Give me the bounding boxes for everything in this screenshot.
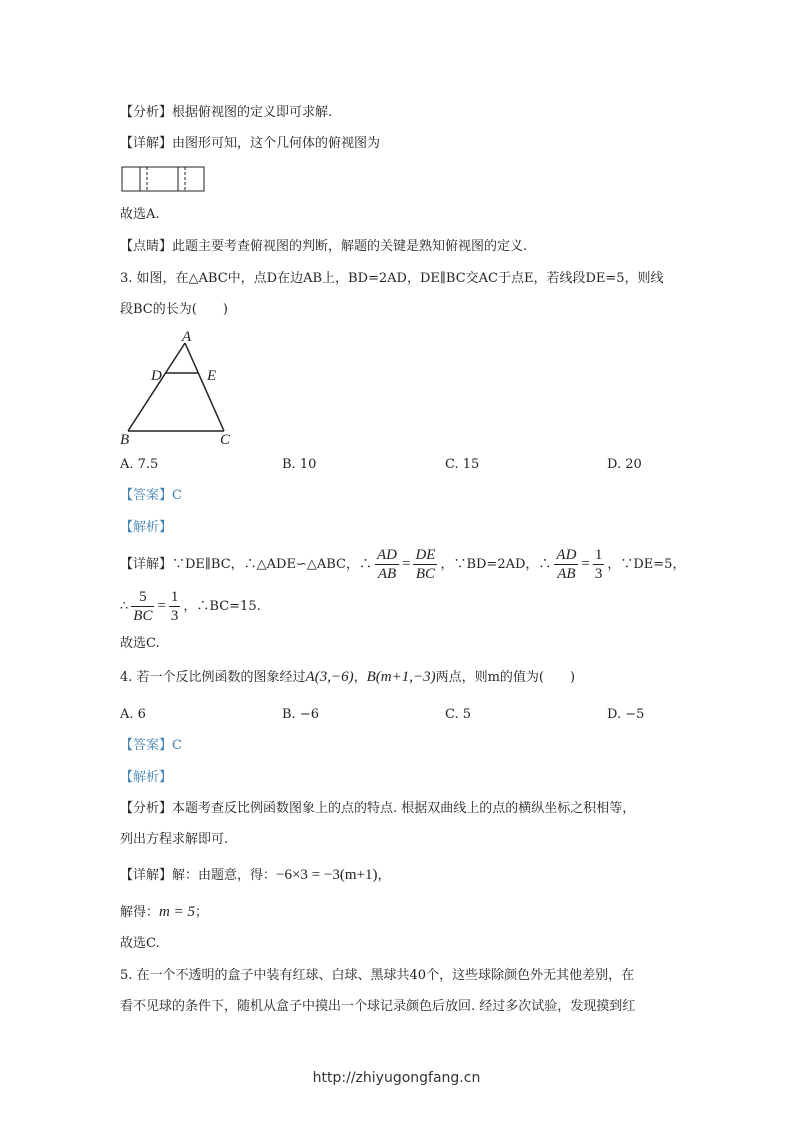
q3-option-b: B. 10: [282, 457, 317, 472]
q5-line1: 5. 在一个不透明的盒子中装有红球、白球、黑球共40个，这些球除颜色外无其他差别，在: [120, 968, 635, 983]
fraction-numerator: 1: [170, 589, 179, 605]
label-C: C: [220, 432, 231, 448]
fraction-numerator: DE: [415, 547, 436, 563]
label-A: A: [182, 329, 192, 345]
q4-detail: [120, 866, 391, 885]
q3-detail-mid: ，∵BD=2AD，∴: [440, 557, 552, 572]
q3-answer: 【答案】C: [120, 488, 182, 503]
q4-solution: m = 5: [159, 904, 195, 920]
footer-url: http://zhiyugongfang.cn: [312, 1070, 481, 1086]
q4-analysis-line1: 【分析】本题考查反比例函数图象上的点的特点. 根据双曲线上的点的横纵坐标之积相等，: [120, 801, 636, 816]
fraction-one-third-2: [169, 588, 181, 625]
fraction-ad-ab-2: [554, 546, 578, 583]
q4-stem-prefix: 4. 若一个反比例函数的图象经过: [120, 670, 306, 685]
q2-choose: 故选A.: [120, 207, 160, 222]
q2-analysis: 【分析】根据俯视图的定义即可求解.: [120, 105, 333, 120]
equals-sign: =: [157, 598, 166, 614]
q2-comment: 【点睛】此题主要考查俯视图的判断，解题的关键是熟知俯视图的定义.: [120, 239, 528, 254]
equals-sign: =: [581, 556, 590, 572]
q3-stem-line1: 3. 如图，在△ABC中，点D在边AB上，BD=2AD，DE∥BC交AC于点E，若线段DE=5，则线: [120, 271, 664, 286]
q4-answer: 【答案】C: [120, 738, 182, 753]
q3-option-d: D. 20: [607, 457, 642, 472]
q4-choose: 故选C.: [120, 936, 160, 951]
label-D: D: [151, 368, 162, 384]
fraction-denominator: BC: [415, 566, 436, 582]
point-b: B(m+1,−3): [366, 669, 436, 685]
fraction-denominator: AB: [377, 566, 397, 582]
fraction-numerator: AD: [376, 547, 397, 563]
point-a: A(3,−6): [305, 669, 354, 685]
label-E: E: [207, 368, 217, 384]
q3-stem-line2: 段BC的长为( ): [120, 302, 228, 317]
fraction-numerator: 1: [594, 547, 603, 563]
q5-line2: 看不见球的条件下，随机从盒子中摸出一个球记录颜色后放回. 经过多次试验，发现摸到红: [120, 999, 636, 1014]
q4-solve-prefix: 解得：: [120, 905, 160, 920]
q4-stem-sep: ，: [353, 670, 367, 685]
q4-solve-end: ；: [194, 905, 208, 920]
q4-detail-end: ，: [377, 868, 391, 883]
fraction-5-bc: [131, 588, 154, 625]
q3-option-c: C. 15: [445, 457, 480, 472]
q3-detail-line1: [120, 544, 685, 585]
fraction-ad-ab: [375, 546, 399, 583]
q4-option-a: A. 6: [120, 707, 146, 722]
q3-detail-line2-end: ，∴BC=15.: [183, 599, 261, 614]
fraction-denominator: AB: [557, 566, 576, 582]
q3-choose: 故选C.: [120, 636, 160, 651]
q3-detail-line2: [120, 586, 261, 627]
q3-detail-therefore: ∴: [120, 599, 129, 614]
equals-sign: =: [401, 556, 411, 572]
q4-analysis-line2: 列出方程求解即可.: [120, 832, 229, 847]
fraction-de-bc: [413, 546, 437, 583]
q4-stem: [120, 668, 575, 687]
q3-option-a: A. 7.5: [120, 457, 159, 472]
q3-detail-prefix: 【详解】∵DE∥BC，∴△ADE∽△ABC，∴: [120, 557, 372, 572]
q4-detail-prefix: 【详解】解：由题意，得：: [120, 868, 277, 883]
q4-solve: [120, 903, 208, 922]
q4-jiexi: 【解析】: [120, 770, 173, 785]
top-view-figure: [120, 165, 208, 193]
q4-stem-suffix: 两点，则m的值为( ): [435, 670, 576, 685]
q3-detail-end: ，∵DE=5，: [607, 557, 686, 572]
q4-option-c: C. 5: [445, 707, 472, 722]
q3-jiexi: 【解析】: [120, 520, 173, 535]
fraction-denominator: BC: [133, 608, 153, 624]
label-B: B: [120, 432, 130, 448]
q4-option-b: B. −6: [282, 707, 319, 722]
q4-equation: −6×3 = −3(m+1): [276, 867, 378, 883]
fraction-numerator: AD: [556, 547, 577, 563]
q2-detail: 【详解】由图形可知，这个几何体的俯视图为: [120, 136, 381, 151]
fraction-numerator: 5: [131, 588, 154, 607]
triangle-figure: [112, 327, 242, 449]
fraction-denominator: 3: [594, 566, 603, 582]
fraction-denominator: 3: [170, 608, 179, 624]
fraction-one-third: [593, 546, 605, 583]
q4-option-d: D. −5: [607, 707, 645, 722]
